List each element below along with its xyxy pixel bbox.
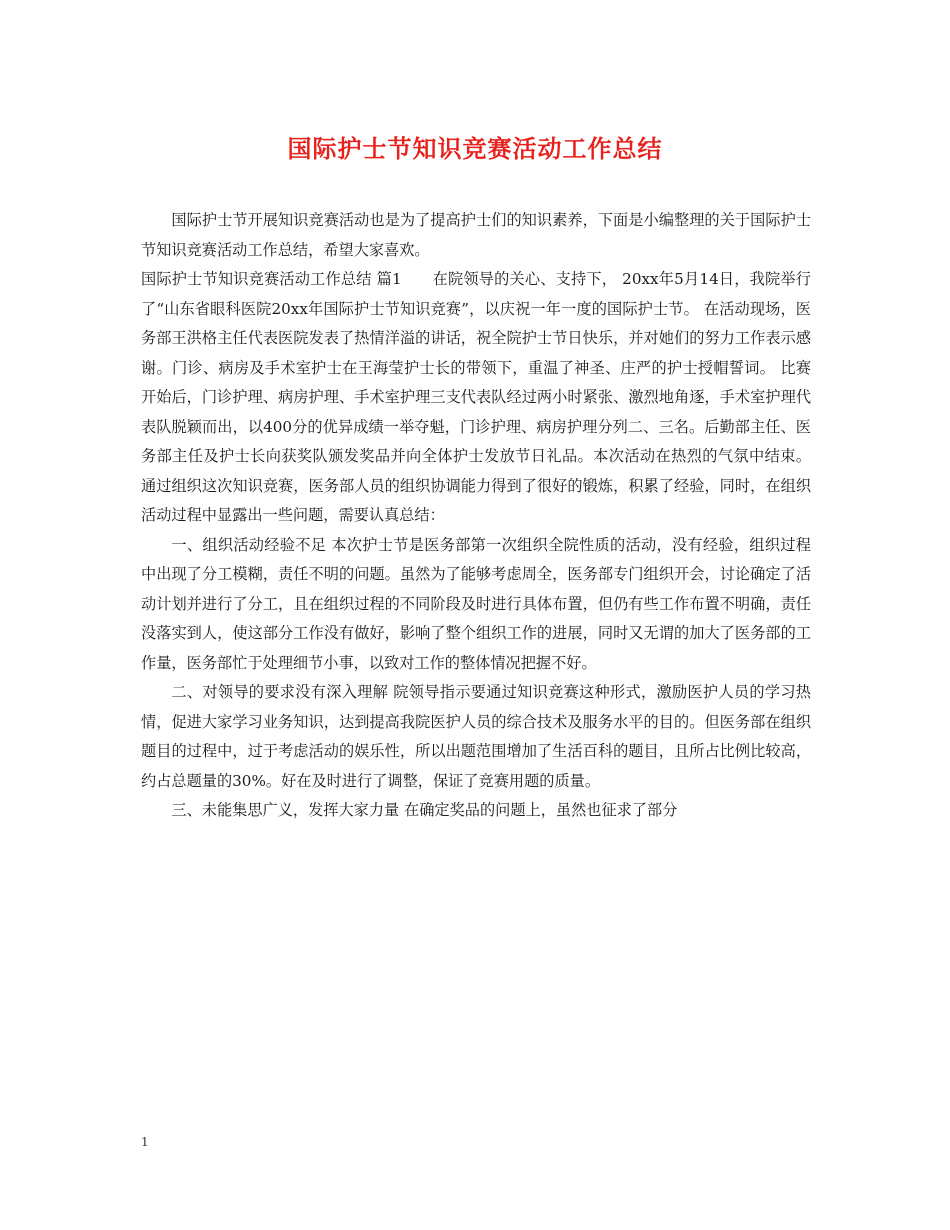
- document-body: [141, 206, 811, 826]
- paragraph-point-3: 三、未能集思广义，发挥大家力量 在确定奖品的问题上，虽然也征求了部分: [171, 801, 678, 819]
- paragraph-point-2: 二、对领导的要求没有深入理解 院领导指示要通过知识竞赛这种形式，激励医护人员的学习热情，促进大家学习业务知识，达到提高我院医护人员的综合技术及服务水平的目的。但医务部在组织题目的过程中，过于考虑活动的娱乐性，所以出题范围增加了生活百科的题目，且所占比例比较高，约占总题量的30%。好在及时进行了调整，保证了竞赛用题的质量。: [141, 683, 811, 790]
- paragraph-article-1: 国际护士节知识竞赛活动工作总结 篇1 在院领导的关心、支持下， 20xx年5月14日，我院举行了“山东省眼科医院20xx年国际护士节知识竞赛”，以庆祝一年一度的国际护士节。 在活动现场，医务部王洪格主任代表医院发表了热情洋溢的讲话，祝全院护士节日快乐，并对她们的努力工作表示感谢。门诊、病房及手术室护士在王海莹护士长的带领下，重温了神圣、庄严的护士授帽誓词。 比赛开始后，门诊护理、病房护理、手术室护理三支代表队经过两小时紧张、激烈地角逐，手术室护理代表队脱颖而出，以400分的优异成绩一举夺魁，门诊护理、病房护理分列二、三名。后勤部主任、医务部主任及护士长向获奖队颁发奖品并向全体护士发放节日礼品。本次活动在热烈的气氛中结束。 通过组织这次知识竞赛，医务部人员的组织协调能力得到了很好的锻炼，积累了经验，同时，在组织活动过程中显露出一些问题，需要认真总结：: [141, 270, 811, 524]
- page-number: 1: [141, 1135, 149, 1149]
- document-title: 国际护士节知识竞赛活动工作总结: [287, 135, 663, 163]
- paragraph-point-1: 一、组织活动经验不足 本次护士节是医务部第一次组织全院性质的活动，没有经验，组织过程中出现了分工模糊，责任不明的问题。虽然为了能够考虑周全，医务部专门组织开会，讨论确定了活动计划并进行了分工，且在组织过程的不同阶段及时进行具体布置，但仍有些工作布置不明确，责任没落实到人，使这部分工作没有做好，影响了整个组织工作的进展，同时又无谓的加大了医务部的工作量，医务部忙于处理细节小事，以致对工作的整体情况把握不好。: [141, 535, 811, 672]
- paragraph-intro: 国际护士节开展知识竞赛活动也是为了提高护士们的知识素养，下面是小编整理的关于国际护士节知识竞赛活动工作总结，希望大家喜欢。: [141, 211, 811, 259]
